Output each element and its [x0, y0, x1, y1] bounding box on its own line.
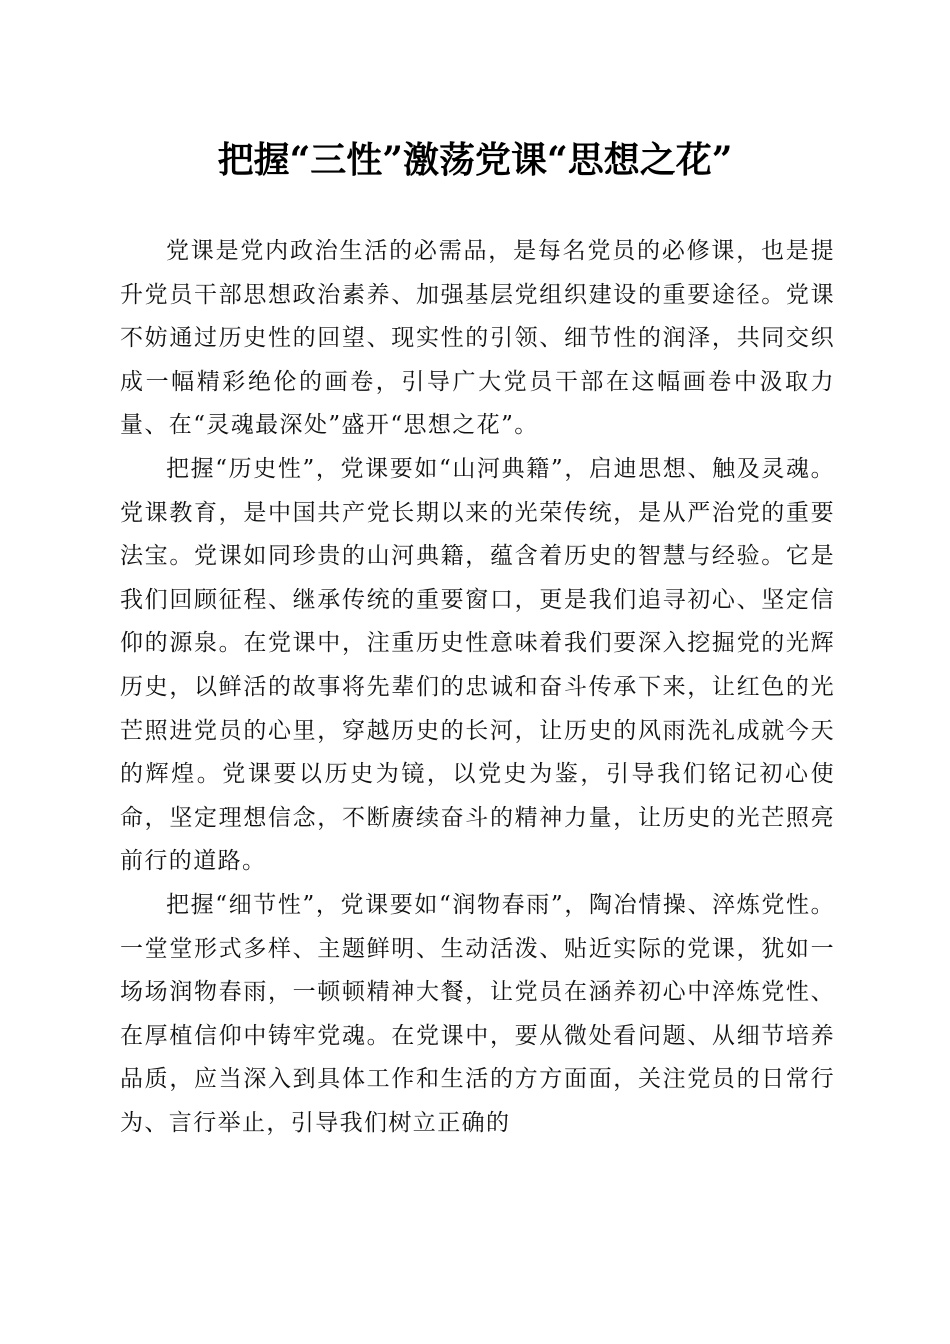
- paragraph-historical: 把握“历史性”，党课要如“山河典籍”，启迪思想、触及灵魂。党课教育，是中国共产党长期以来的光荣传统，是从严治党的重要法宝。党课如同珍贵的山河典籍，蕴含着历史的智慧与经验。它是我们回顾征程、继承传统的重要窗口，更是我们追寻初心、坚定信仰的源泉。在党课中，注重历史性意味着我们要深入挖掘党的光辉历史，以鲜活的故事将先辈们的忠诚和奋斗传承下来，让红色的光芒照进党员的心里，穿越历史的长河，让历史的风雨洗礼成就今天的辉煌。党课要以历史为镜，以党史为鉴，引导我们铭记初心使命，坚定理想信念，不断赓续奋斗的精神力量，让历史的光芒照亮前行的道路。: [120, 455, 835, 875]
- paragraph-detail: 把握“细节性”，党课要如“润物春雨”，陶冶情操、淬炼党性。一堂堂形式多样、主题鲜明、生动活泼、贴近实际的党课，犹如一场场润物春雨，一顿顿精神大餐，让党员在涵养初心中淬炼党性、在厚植信仰中铸牢党魂。在党课中，要从微处看问题、从细节培养品质，应当深入到具体工作和生活的方方面面，关注党员的日常行为、言行举止，引导我们树立正确的: [120, 891, 835, 1136]
- document-title: 把握“三性”激荡党课“思想之花”: [217, 139, 733, 181]
- paragraph-intro: 党课是党内政治生活的必需品，是每名党员的必修课，也是提升党员干部思想政治素养、加强基层党组织建设的重要途径。党课不妨通过历史性的回望、现实性的引领、细节性的润泽，共同交织成一幅精彩绝伦的画卷，引导广大党员干部在这幅画卷中汲取力量、在“灵魂最深处”盛开“思想之花”。: [120, 238, 835, 439]
- document-body: [120, 230, 835, 1145]
